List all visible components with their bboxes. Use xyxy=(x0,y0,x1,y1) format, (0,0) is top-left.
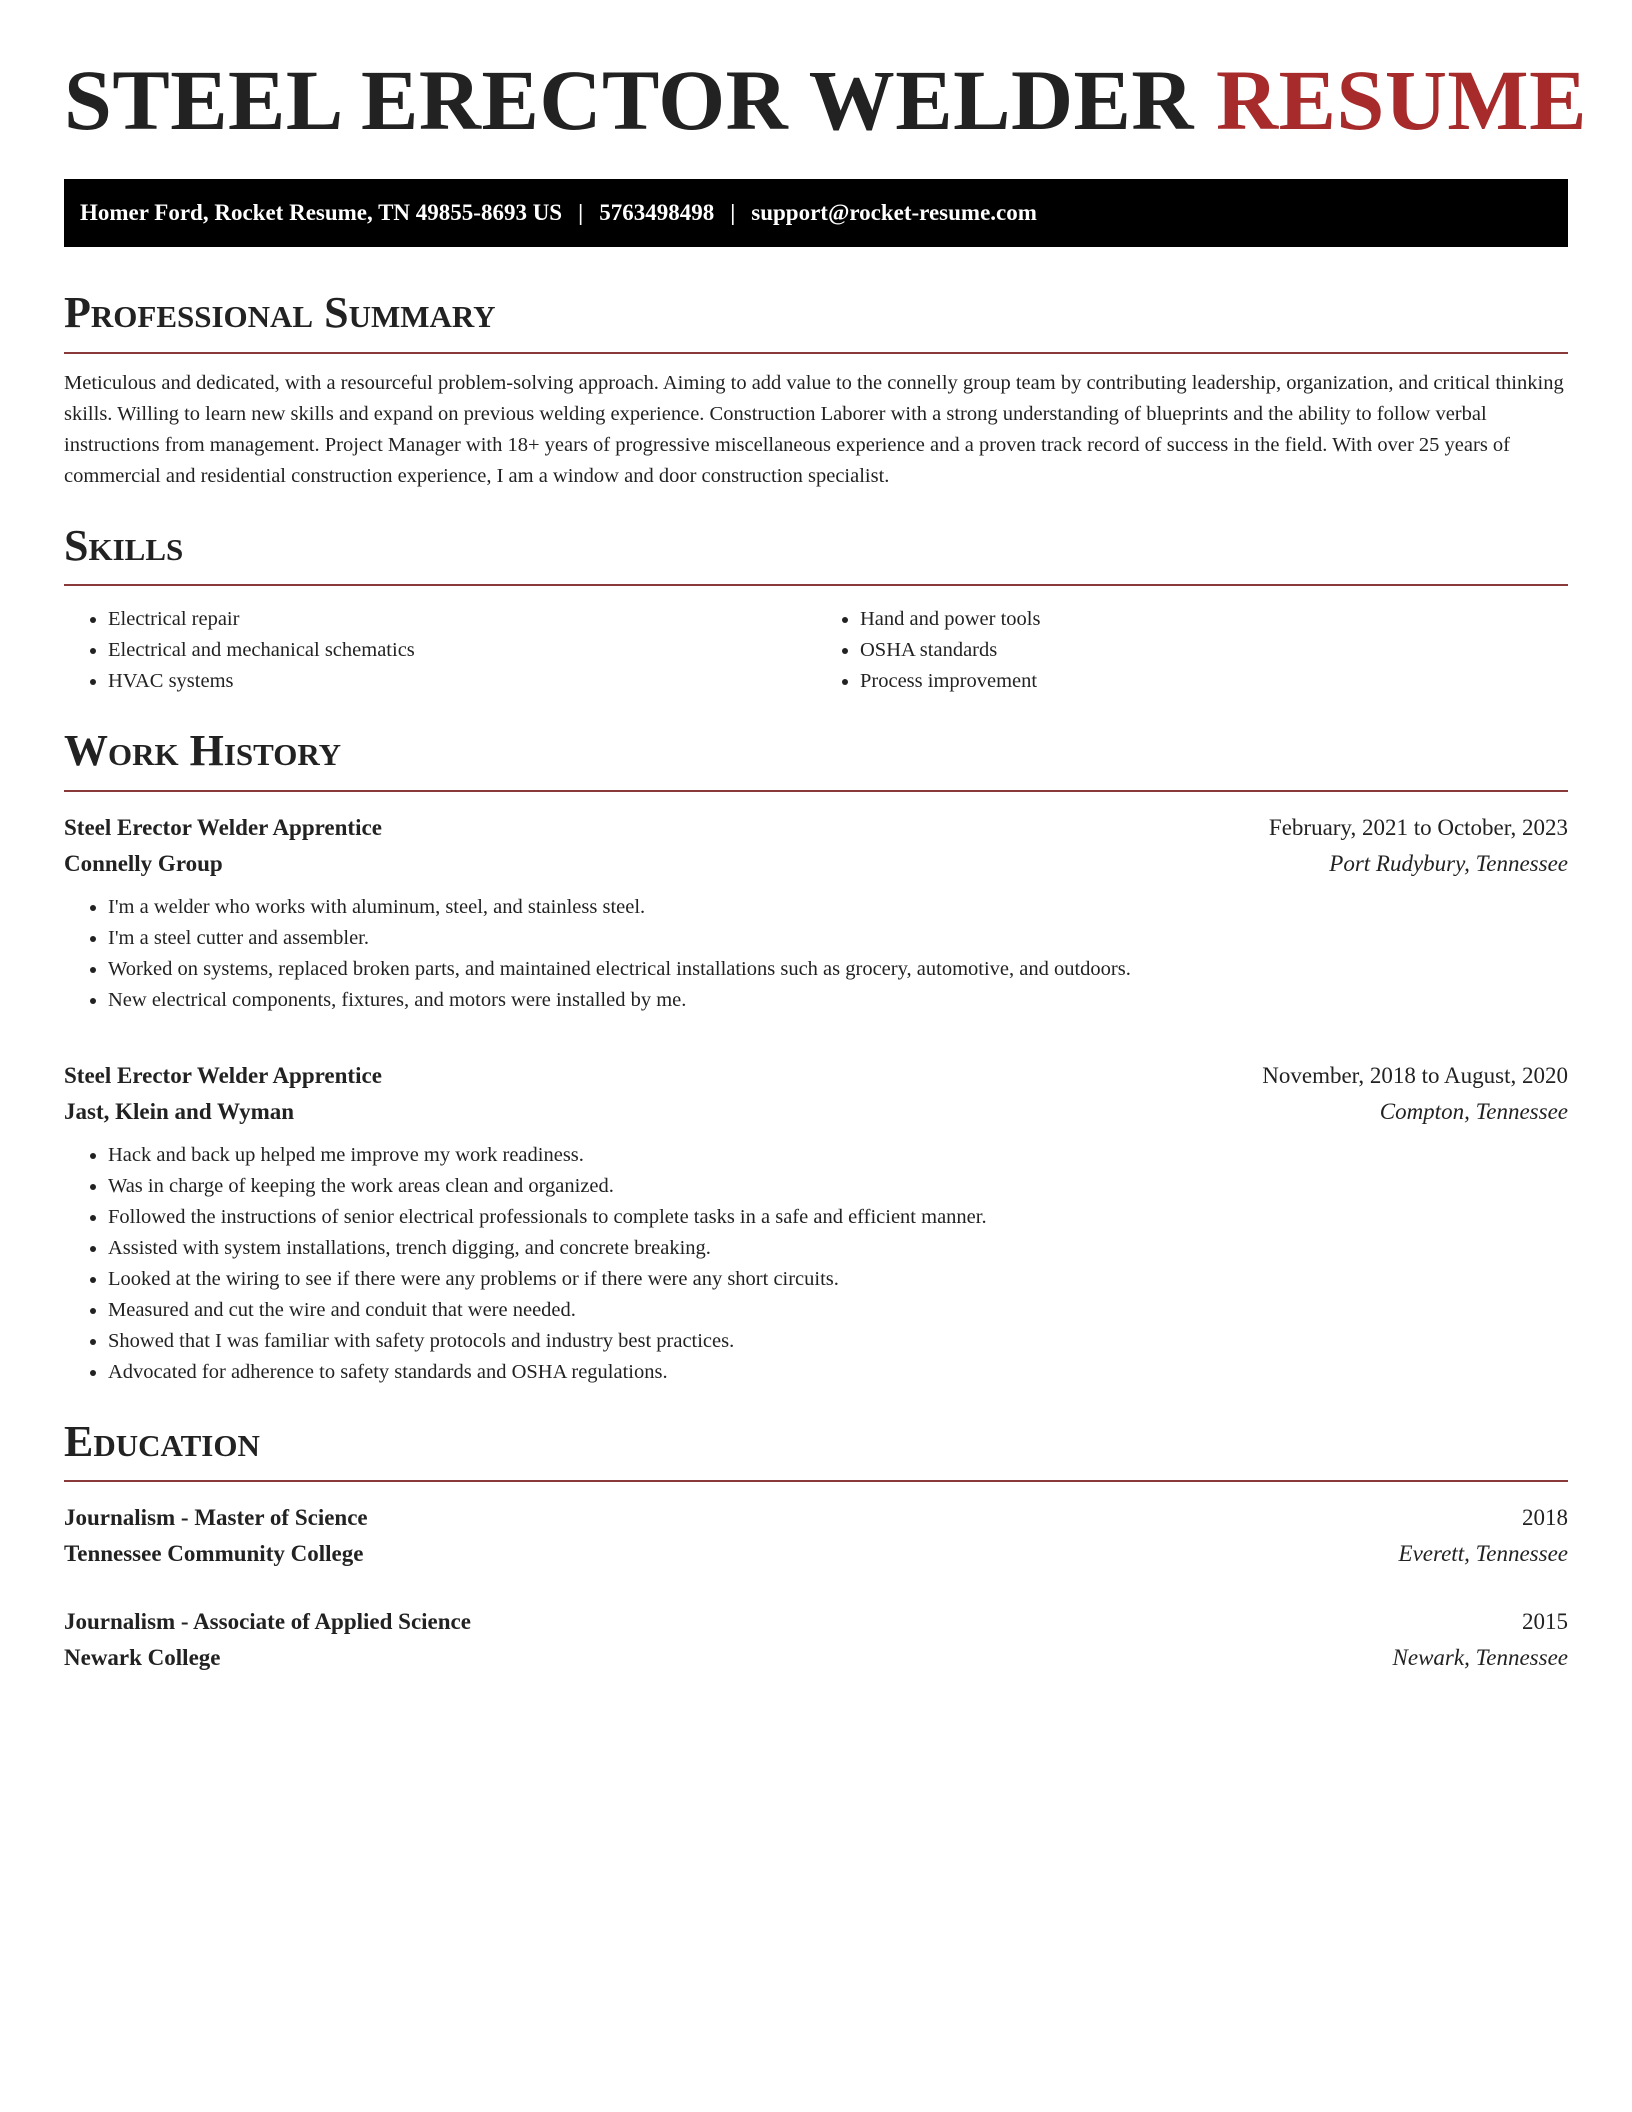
education-heading: Education xyxy=(64,1416,260,1466)
contact-email: support@rocket-resume.com xyxy=(751,200,1037,226)
job-company: Connelly Group xyxy=(64,850,223,876)
skills-list-left xyxy=(64,604,816,697)
education-location: Newark, Tennessee xyxy=(1392,1645,1568,1671)
summary-section xyxy=(64,289,1568,491)
job-location: Port Rudybury, Tennessee xyxy=(1329,850,1568,876)
skills-columns xyxy=(64,604,1568,697)
education-year: 2015 xyxy=(1522,1609,1568,1635)
skill-item: • HVAC systems xyxy=(108,666,816,697)
job-title: Steel Erector Welder Apprentice xyxy=(64,814,382,840)
skill-item: • Process improvement xyxy=(860,666,1568,697)
job-header-row xyxy=(64,1058,1568,1094)
job-title: Steel Erector Welder Apprentice xyxy=(64,1062,382,1088)
contact-phone: 5763498498 xyxy=(599,200,715,226)
section-divider xyxy=(64,790,1568,792)
job-company-row xyxy=(64,846,1568,882)
contact-address: Homer Ford, Rocket Resume, TN 49855-8693 US xyxy=(80,200,563,226)
job-bullets xyxy=(64,892,1568,1016)
resume-title xyxy=(64,50,1587,151)
section-divider xyxy=(64,584,1568,586)
education-entry xyxy=(64,1500,1568,1572)
skill-item: • Electrical and mechanical schematics xyxy=(108,635,816,666)
summary-heading: Professional Summary xyxy=(64,288,496,338)
job-bullet: • New electrical components, fixtures, and motors were installed by me. xyxy=(108,985,1568,1016)
education-degree: Journalism - Associate of Applied Science xyxy=(64,1609,471,1635)
skill-item: • OSHA standards xyxy=(860,635,1568,666)
job-bullet: • I'm a welder who works with aluminum, steel, and stainless steel. xyxy=(108,892,1568,923)
job-bullet: • Advocated for adherence to safety standards and OSHA regulations. xyxy=(108,1357,1568,1388)
section-divider xyxy=(64,1480,1568,1482)
resume-title-main: STEEL ERECTOR WELDER xyxy=(64,52,1195,148)
job-bullet: • Worked on systems, replaced broken parts, and maintained electrical installations such as grocery, automotive, and outdoors. xyxy=(108,954,1568,985)
work-history-heading: Work History xyxy=(64,726,342,776)
job-dates: February, 2021 to October, 2023 xyxy=(1268,814,1568,840)
skill-item: • Hand and power tools xyxy=(860,604,1568,635)
section-divider xyxy=(64,352,1568,354)
summary-text: Meticulous and dedicated, with a resourceful problem-solving approach. Aiming to add value to the connelly group team by contributing leadership, organization, and critical thinking skills. Willing to learn new skills and expand on previous welding experience. Construction Laborer with a strong understanding of blueprints and the ability to follow verbal instructions from management. Project Manager with 18+ years of progressive miscellaneous experience and a proven track record of success in the field. With over 25 years of commercial and residential construction experience, I am a window and door construction specialist. xyxy=(64,371,1564,487)
contact-separator: | xyxy=(578,200,584,226)
job-bullet: • Assisted with system installations, trench digging, and concrete breaking. xyxy=(108,1233,1568,1264)
job-company-row xyxy=(64,1094,1568,1130)
education-entry xyxy=(64,1604,1568,1676)
education-degree-row xyxy=(64,1604,1568,1640)
job-entry xyxy=(64,810,1568,1016)
job-header-row xyxy=(64,810,1568,846)
skills-section xyxy=(64,522,1568,697)
job-dates: November, 2018 to August, 2020 xyxy=(1262,1062,1568,1088)
job-entry xyxy=(64,1058,1568,1388)
job-bullets xyxy=(64,1140,1568,1388)
education-degree-row xyxy=(64,1500,1568,1536)
education-school-row xyxy=(64,1536,1568,1572)
skills-list-right xyxy=(816,604,1568,697)
job-bullet: • Was in charge of keeping the work areas clean and organized. xyxy=(108,1171,1568,1202)
job-location: Compton, Tennessee xyxy=(1379,1098,1568,1124)
job-bullet: • I'm a steel cutter and assembler. xyxy=(108,923,1568,954)
job-bullet: • Looked at the wiring to see if there were any problems or if there were any short circuits. xyxy=(108,1264,1568,1295)
skill-item: • Electrical repair xyxy=(108,604,816,635)
contact-separator: | xyxy=(730,200,736,226)
job-bullet: • Measured and cut the wire and conduit that were needed. xyxy=(108,1295,1568,1326)
job-bullet: • Showed that I was familiar with safety protocols and industry best practices. xyxy=(108,1326,1568,1357)
job-bullet: • Followed the instructions of senior electrical professionals to complete tasks in a safe and efficient manner. xyxy=(108,1202,1568,1233)
education-year: 2018 xyxy=(1522,1505,1568,1531)
job-company: Jast, Klein and Wyman xyxy=(64,1098,295,1124)
job-bullet: • Hack and back up helped me improve my work readiness. xyxy=(108,1140,1568,1171)
education-school-row xyxy=(64,1640,1568,1676)
education-school: Newark College xyxy=(64,1645,221,1671)
contact-bar xyxy=(64,179,1568,247)
education-school: Tennessee Community College xyxy=(64,1541,364,1567)
education-location: Everett, Tennessee xyxy=(1398,1541,1568,1567)
work-history-section xyxy=(64,727,1568,1387)
skills-heading: Skills xyxy=(64,520,184,570)
education-section xyxy=(64,1418,1568,1676)
education-degree: Journalism - Master of Science xyxy=(64,1505,368,1531)
resume-title-accent: RESUME xyxy=(1216,52,1587,148)
